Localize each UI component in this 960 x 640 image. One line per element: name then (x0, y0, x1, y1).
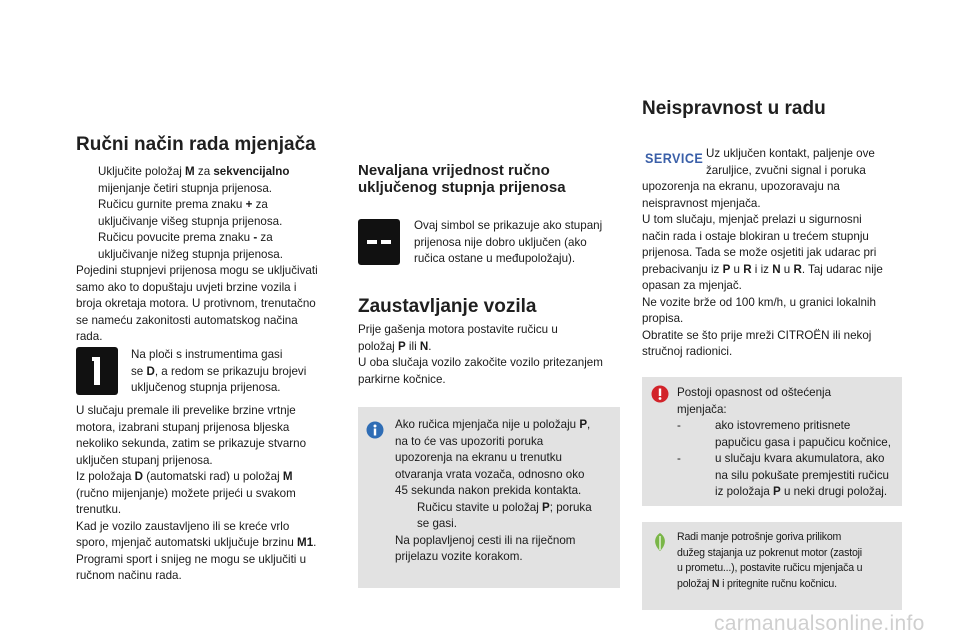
warning-icon (651, 385, 669, 403)
info-box (358, 407, 620, 588)
eco-tip-text: Radi manje potrošnje goriva prilikom dužeg stajanja uz pokrenut motor (zastoji u prometu...), postavite ručicu mjenjača u položaj N i pritegnite ručnu kočnicu. (677, 531, 863, 590)
stopping-text: Prije gašenja motora postavite ručicu u položaj P ili N. U oba slučaja vozilo zakočite vozilo pritezanjem parkirne kočnice. (358, 323, 603, 386)
info-text: Ako ručica mjenjača nije u položaju P, na to će vas upozoriti poruka upozorenja na ekranu u trenutku otvaranja vrata vozača, odnosno oko 45 sekunda nakon prekida kontakta. Ručicu stavite u položaj P; poruka se gasi. Na poplavljenoj cesti ili na riječnom prijelazu vozite korakom. (395, 417, 617, 566)
manual-mode-paragraphs (76, 403, 354, 585)
bullet-item: Uključite položaj M za sekvencijalno mijenjanje četiri stupnja prijenosa. (98, 165, 290, 195)
bullet-item: Ručicu povucite prema znaku - za uključivanje nižeg stupnja prijenosa. (98, 231, 283, 261)
bullet-item: Ručicu gurnite prema znaku + za uključivanje višeg stupnja prijenosa. (98, 198, 283, 228)
section-title-stopping: Zaustavljanje vozila (358, 296, 537, 317)
eco-tip-box (642, 522, 902, 610)
section-title-manual-mode: Ručni način rada mjenjača (76, 134, 316, 155)
gear-indicator-text: Na ploči s instrumentima gasi se D, a redom se prikazuju brojevi uključenog stupnja prijenosa. (131, 348, 307, 394)
warning-text: Postoji opasnost od oštećenja mjenjača: - ako istovremeno pritisnete papučicu gasa i papučicu kočnice, - u slučaju kvara akumulatora, ako na silu pokušate premjestiti ručicu iz položaja P u neki drugi položaj. (677, 385, 899, 501)
paragraph-d-to-m: Iz položaja D (automatski rad) u položaj M (ručno mijenjanje) možete prijeći u svakom trenutku. (76, 470, 296, 516)
section-title-malfunction: Neispravnost u radu (642, 98, 826, 119)
invalid-gear-text: Ovaj simbol se prikazuje ako stupanj prijenosa nije dobro uključen (ako ručica ostane u međupoložaju). (414, 219, 603, 265)
invalid-gear-icon (358, 219, 400, 265)
leaf-icon (651, 532, 669, 552)
paragraph-m1: Kad je vozilo zaustavljeno ili se kreće vrlo sporo, mjenjač automatski uključuje brzinu M1. (76, 519, 317, 549)
paragraph-engine-speed: U slučaju premale ili prevelike brzine vrtnje motora, izabrani stupanj prijenosa bljeska nekoliko sekunda, zatim se prikazuje stvarno uključen stupanj prijenosa. (76, 404, 307, 467)
warning-dash-item: - ako istovremeno pritisnete papučicu gasa i papučicu kočnice, (677, 419, 891, 449)
warning-box (642, 377, 902, 506)
paragraph-programs: Programi sport i snijeg ne mogu se uključiti u ručnom načinu rada. (76, 552, 307, 582)
paragraph-gear-conditions: Pojedini stupnjevi prijenosa mogu se uključivati samo ako to dopuštaju uvjeti brzine vozila i broja okretaja motora. U protivnom, trenutačno se nameću zakonitosti automatskog načina rada. (76, 264, 318, 343)
section-title-invalid-gear: Nevaljana vrijednost ručno uključenog stupnja prijenosa (358, 162, 566, 196)
warning-dash-item: - u slučaju kvara akumulatora, ako na silu pokušate premjestiti ručicu iz položaja P u neki drugi položaj. (677, 452, 889, 498)
service-warning-icon: SERVICE (645, 150, 704, 166)
info-bullet: Ručicu stavite u položaj P; poruka se gasi. (417, 500, 592, 530)
manual-mode-bullets (76, 164, 354, 346)
malfunction-text: Uz uključen kontakt, paljenje ove žaruljice, zvučni signal i poruka upozorenja na ekranu, upozoravaju na neispravnost mjenjača. U tom slučaju, mjenjač prelazi u sigurnosni način rada i ostaje blokiran u trećem stupnju prijenosa. Tada se može osjetiti jak udarac pri prebacivanju iz P u R i iz N u R. Taj udarac nije opasan za mjenjač. Ne vozite brže od 100 km/h, u granici lokalnih propisa. Obratite se što prije mreži CITROËN ili nekoj stručnoj radionici. (642, 147, 883, 358)
info-icon (366, 421, 384, 439)
gear-indicator-icon (76, 347, 118, 395)
watermark-text: carmanualsonline.info (714, 612, 925, 635)
